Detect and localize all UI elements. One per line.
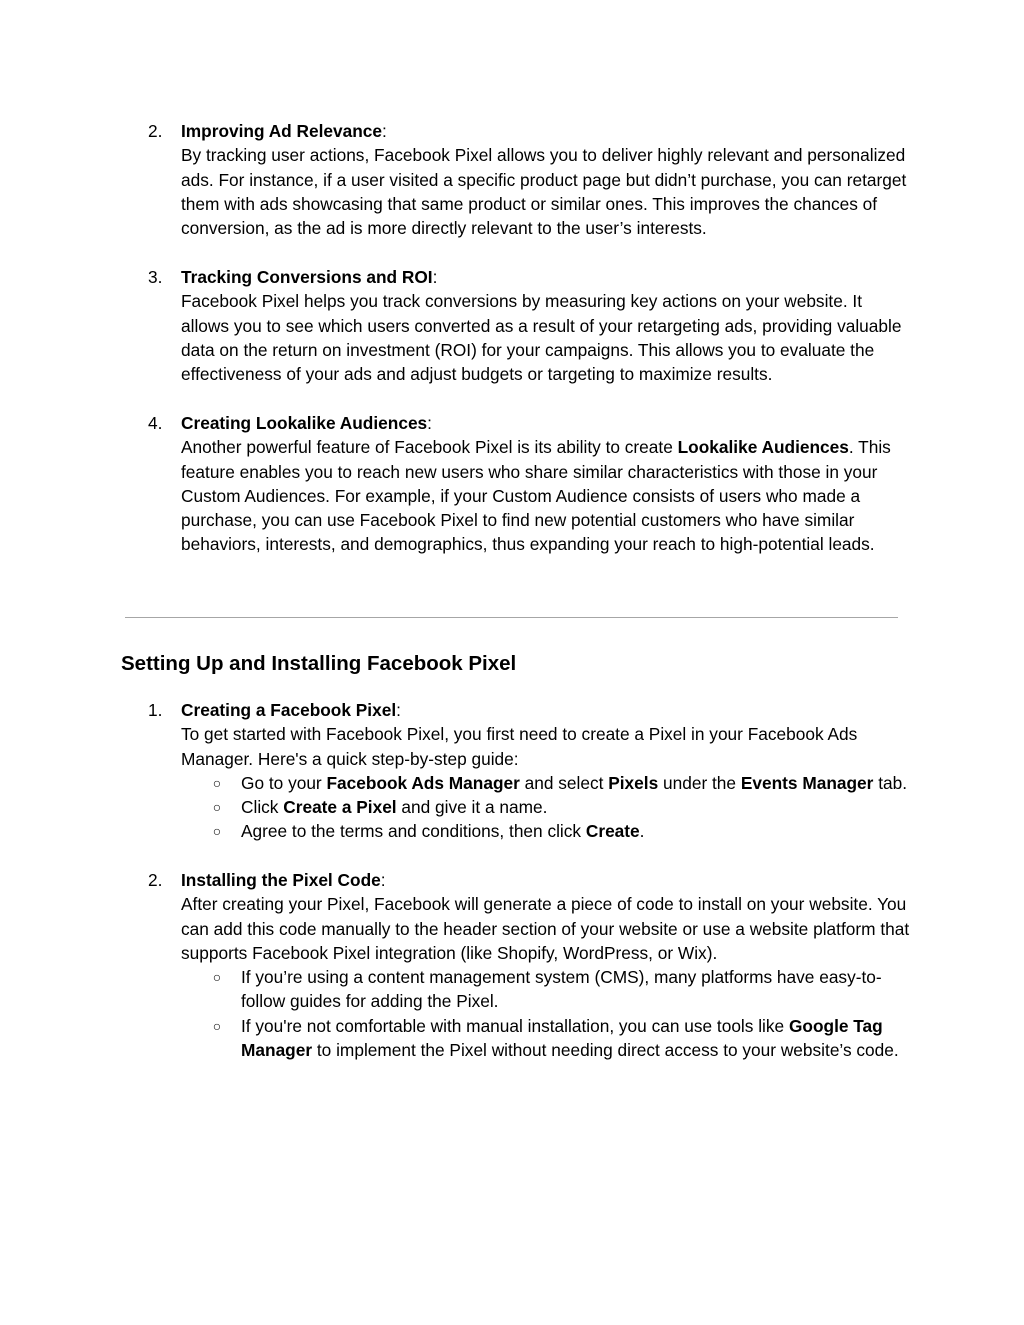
title-colon: : bbox=[382, 121, 387, 141]
list-number: 2. bbox=[148, 870, 163, 890]
horizontal-divider bbox=[125, 617, 898, 618]
list-item-title: Improving Ad Relevance bbox=[181, 121, 383, 141]
bold-term: Google Tag Manager bbox=[241, 1015, 883, 1061]
list-item-text: Facebook Pixel helps you track conversions by measuring key actions on your website. It allows you to see which users converted as a result of your retargeting ads, providing valuable data on the return on investment (ROI) for your campaigns. This allows you to evaluate the effectiveness of your ads and adjust budgets or targeting to maximize results. bbox=[181, 291, 902, 385]
text-run: to implement the Pixel without needing direct access to your website’s code. bbox=[312, 1040, 899, 1061]
list-item-heading bbox=[181, 265, 911, 289]
list-item-body bbox=[181, 698, 911, 844]
text-run: and select bbox=[519, 772, 609, 793]
list-item-text: After creating your Pixel, Facebook will generate a piece of code to install on your website. You can add this code manually to the header section of your website or use a website platform that supports Facebook Pixel integration (like Shopify, WordPress, or Wix). bbox=[181, 894, 910, 963]
bullet-item bbox=[212, 795, 911, 819]
text-run: Go to your bbox=[241, 772, 327, 793]
list-item-text bbox=[181, 435, 911, 556]
list-number: 4. bbox=[148, 413, 163, 433]
text-run: tab. bbox=[873, 772, 908, 793]
bullet-item bbox=[212, 965, 911, 1014]
bold-term: Pixels bbox=[608, 772, 659, 793]
section-title: Setting Up and Installing Facebook Pixel bbox=[121, 652, 517, 675]
bullet-list bbox=[181, 771, 911, 844]
text-run: under the bbox=[658, 772, 741, 793]
bold-term: Lookalike Audiences bbox=[677, 437, 849, 458]
hollow-circle-bullet-icon: ○ bbox=[212, 823, 222, 840]
text-run: If you’re using a content management system (CMS), many platforms have easy-to-follow guides for adding the Pixel. bbox=[241, 967, 882, 1012]
list-number: 1. bbox=[148, 700, 163, 720]
title-colon: : bbox=[432, 267, 438, 287]
list-item-body bbox=[181, 411, 911, 557]
list-item-body bbox=[181, 868, 911, 1062]
list-item-title: Tracking Conversions and ROI bbox=[181, 267, 433, 287]
hollow-circle-bullet-icon: ○ bbox=[212, 799, 222, 816]
list-item-title: Creating Lookalike Audiences bbox=[181, 413, 428, 433]
list-item-title: Installing the Pixel Code bbox=[181, 870, 381, 890]
list-item-title: Creating a Facebook Pixel bbox=[181, 700, 397, 720]
text-run: . This feature enables you to reach new users who share similar characteristics with those in your Custom Audiences. For example, if your Custom Audience consists of users who made a purchase, you can use Facebook Pixel to find new potential customers who have similar behaviors, interests, and demographics, thus expanding your reach to high-potential leads. bbox=[181, 437, 891, 555]
bold-term: Create bbox=[585, 821, 640, 842]
bullet-item bbox=[212, 771, 911, 795]
list-number: 2. bbox=[148, 121, 163, 141]
list-item-body bbox=[181, 265, 911, 386]
list-item-heading bbox=[181, 411, 911, 435]
list-item-heading bbox=[181, 119, 911, 143]
text-run: Another powerful feature of Facebook Pixel is its ability to create bbox=[181, 437, 678, 458]
text-run: Agree to the terms and conditions, then click bbox=[241, 821, 586, 842]
text-run: . bbox=[639, 821, 645, 842]
hollow-circle-bullet-icon: ○ bbox=[212, 774, 222, 791]
bold-term: Events Manager bbox=[740, 772, 874, 793]
text-run: and give it a name. bbox=[396, 797, 548, 818]
title-colon: : bbox=[380, 870, 386, 890]
list-item-heading bbox=[181, 868, 911, 892]
text-run: If you're not comfortable with manual installation, you can use tools like bbox=[241, 1015, 789, 1036]
title-colon: : bbox=[396, 700, 401, 720]
bold-term: Create a Pixel bbox=[283, 797, 397, 818]
text-run: Click bbox=[241, 797, 284, 818]
bold-term: Facebook Ads Manager bbox=[326, 772, 520, 793]
list-item-text: By tracking user actions, Facebook Pixel allows you to deliver highly relevant and personalized ads. For instance, if a user visited a specific product page but didn’t purchase, you can retarget them with ads showcasing that same product or similar ones. This improves the chances of conversion, as the ad is more directly relevant to the user’s interests. bbox=[181, 145, 907, 239]
bullet-list bbox=[181, 965, 911, 1062]
title-colon: : bbox=[427, 413, 432, 433]
bullet-item bbox=[212, 819, 911, 843]
list-item-text: To get started with Facebook Pixel, you first need to create a Pixel in your Facebook Ads Manager. Here's a quick step-by-step guide: bbox=[181, 724, 858, 769]
hollow-circle-bullet-icon: ○ bbox=[212, 1017, 222, 1034]
list-number: 3. bbox=[148, 267, 163, 287]
list-item-heading bbox=[181, 698, 911, 722]
bullet-item bbox=[212, 1014, 911, 1063]
hollow-circle-bullet-icon: ○ bbox=[212, 969, 222, 986]
list-item-body bbox=[181, 119, 911, 240]
